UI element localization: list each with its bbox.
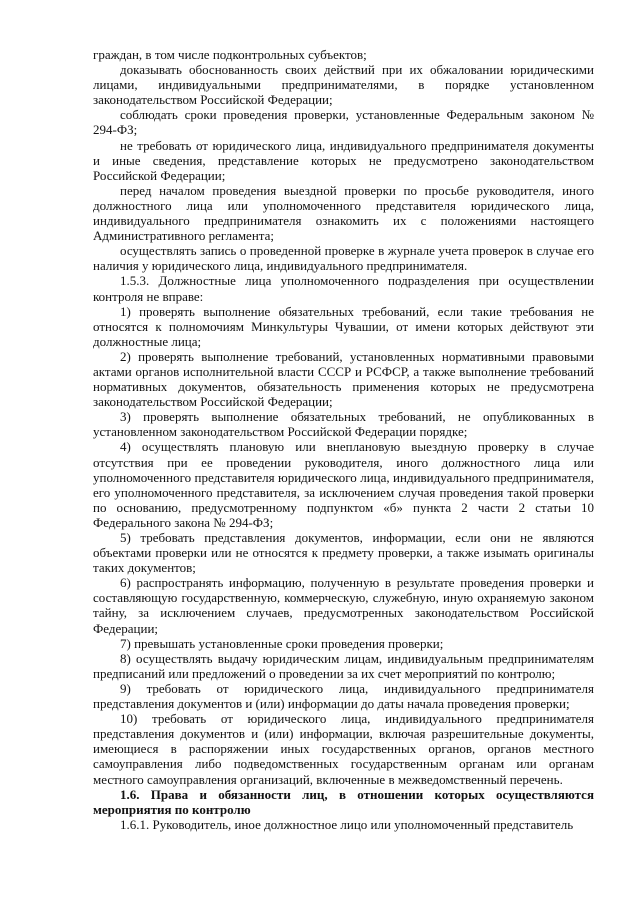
paragraph: соблюдать сроки проведения проверки, установленные Федеральным законом № 294-ФЗ; [93, 107, 594, 138]
list-item: 5) требовать представления документов, информации, если они не являются объектами проверки или не относятся к предмету проверки, а также изымать оригиналы таких документов; [93, 530, 594, 576]
list-item: 9) требовать от юридического лица, индивидуального предпринимателя представления документов и (или) информации до даты начала проведения проверки; [93, 680, 594, 712]
list-item: 4) осуществлять плановую или внеплановую выездную проверку в случае отсутствия при ее проведении руководителя, иного должностного лица или уполномоченного представителя юридического лица, индивидуального предпринимателя, его уполномоченного представителя, за исключением случая проведения такой проверки по основанию, предусмотренному подпунктом «б» пункта 2 части 2 статьи 10 Федерального закона № 294-ФЗ; [93, 439, 594, 530]
paragraph: перед началом проведения выездной проверки по просьбе руководителя, иного должностного лица или уполномоченного представителя юридического лица, индивидуального предпринимателя ознакомить их с положениями настоящего Административного регламента; [93, 182, 594, 244]
paragraph: осуществлять запись о проведенной проверке в журнале учета проверок в случае его наличия у юридического лица, индивидуального предпринимателя. [93, 243, 594, 274]
paragraph: 1.6.1. Руководитель, иное должностное лицо или уполномоченный представитель [120, 816, 574, 832]
list-item: 10) требовать от юридического лица, индивидуального предпринимателя представления документов и (или) информации, включая разрешительные документы, имеющиеся в распоряжении иных государственных органов, органов местного самоуправления либо подведомственных государственным органам или органам местного самоуправления организаций, включенные в межведомственный перечень. [93, 711, 594, 787]
list-item: 2) проверять выполнение требований, установленных нормативными правовыми актами органов исполнительной власти СССР и РСФСР, а также выполнение требований нормативных документов, обязательность применения которых не предусмотрена законодательством Российской Федерации; [93, 348, 594, 410]
paragraph: не требовать от юридического лица, индивидуального предпринимателя документы и иные сведения, представление которых не предусмотрено законодательством Российской Федерации; [93, 137, 594, 183]
paragraph: граждан, в том числе подконтрольных субъектов; [93, 47, 367, 62]
list-item: 1) проверять выполнение обязательных требований, если такие требования не относятся к полномочиям Минкультуры Чувашии, от имени которых действуют эти должностные лица; [93, 303, 594, 349]
list-item: 3) проверять выполнение обязательных требований, не опубликованных в установленном законодательством Российской Федерации порядке; [93, 409, 594, 440]
section-paragraph: 1.5.3. Должностные лица уполномоченного подразделения при осуществлении контроля не вправе: [93, 273, 594, 304]
paragraph: доказывать обоснованность своих действий при их обжаловании юридическими лицами, индивидуальными предпринимателями, в порядке установленном законодательством Российской Федерации; [93, 62, 594, 108]
list-item: 6) распространять информацию, полученную в результате проведения проверки и составляющую государственную, коммерческую, служебную, иную охраняемую законом тайну, за исключением случаев, предусмотренных законодательством Российской Федерации; [93, 575, 594, 636]
section-heading: 1.6. Права и обязанности лиц, в отношении которых осуществляются мероприятия по контролю [93, 786, 594, 817]
list-item: 8) осуществлять выдачу юридическим лицам, индивидуальным предпринимателям предписаний или предложений о проведении за их счет мероприятий по контролю; [93, 650, 594, 681]
list-item: 7) превышать установленные сроки проведения проверки; [120, 635, 444, 651]
